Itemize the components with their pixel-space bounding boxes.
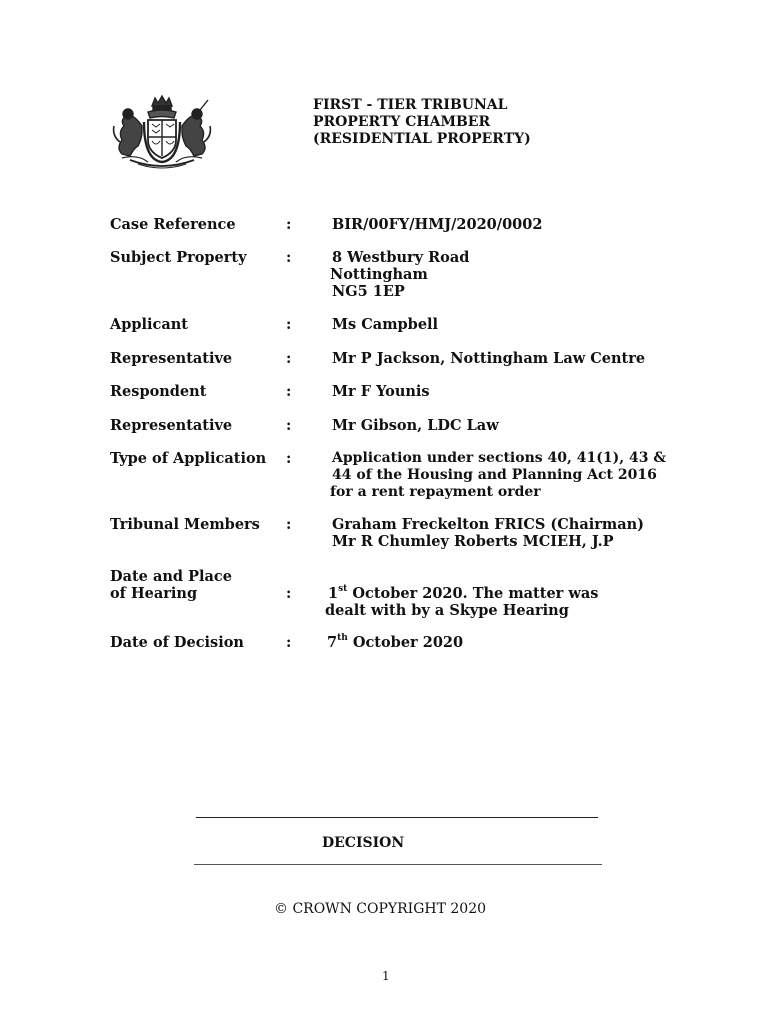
date-of-decision-colon: : [286, 634, 292, 651]
hearing-line-1 [328, 585, 598, 602]
date-place-hearing-value [325, 584, 599, 619]
decision-date-rest: October 2020 [347, 634, 464, 651]
date-place-hearing-label [110, 568, 232, 602]
divider-top [196, 817, 598, 818]
date-of-decision-value [327, 634, 463, 651]
respondent-representative-value: Mr Gibson, LDC Law [332, 417, 499, 434]
address-line-1: 8 Westbury Road [332, 249, 470, 266]
applicant-colon: : [286, 316, 292, 333]
case-reference-value: BIR/00FY/HMJ/2020/0002 [332, 216, 543, 233]
type-of-application-colon: : [286, 450, 292, 467]
tribunal-title-line-3: (RESIDENTIAL PROPERTY) [313, 131, 531, 147]
applicant-representative-label: Representative [110, 350, 233, 367]
tribunal-heading [313, 97, 531, 148]
crown-copyright: © CROWN COPYRIGHT 2020 [274, 901, 487, 917]
respondent-representative-colon: : [286, 417, 292, 434]
member-line-2: Mr R Chumley Roberts MCIEH, J.P [332, 533, 614, 550]
applicant-label: Applicant [110, 316, 189, 333]
date-place-hearing-colon: : [286, 585, 292, 602]
subject-property-label: Subject Property [110, 249, 247, 266]
type-of-application-value [332, 450, 666, 501]
hearing-day: 1 [328, 585, 339, 602]
applicant-representative-colon: : [286, 350, 292, 367]
tribunal-members-value [332, 516, 644, 550]
royal-coat-of-arms-icon [108, 92, 216, 172]
tribunal-members-colon: : [286, 516, 292, 533]
case-reference-colon: : [286, 216, 292, 233]
application-line-3: for a rent repayment order [330, 484, 541, 500]
respondent-representative-label: Representative [110, 417, 233, 434]
decision-heading: DECISION [322, 835, 405, 851]
type-of-application-label: Type of Application [110, 450, 267, 467]
subject-property-value [332, 249, 469, 300]
hearing-line-1-rest: October 2020. The matter was [347, 585, 599, 602]
address-line-2: Nottingham [330, 266, 428, 283]
subject-property-colon: : [286, 249, 292, 266]
hearing-label-line-1: Date and Place [110, 568, 232, 585]
page-number: 1 [382, 969, 390, 983]
decision-day-suffix: th [337, 633, 348, 644]
tribunal-title-line-1: FIRST - TIER TRIBUNAL [313, 97, 508, 113]
applicant-representative-value: Mr P Jackson, Nottingham Law Centre [332, 350, 646, 367]
date-of-decision-label: Date of Decision [110, 634, 244, 651]
respondent-label: Respondent [110, 383, 207, 400]
tribunal-members-label: Tribunal Members [110, 516, 260, 533]
respondent-value: Mr F Younis [332, 383, 430, 400]
respondent-colon: : [286, 383, 292, 400]
application-line-1: Application under sections 40, 41(1), 43 & [332, 450, 666, 466]
decision-day: 7 [327, 634, 338, 651]
hearing-label-line-2: of Hearing [110, 585, 198, 602]
address-line-3: NG5 1EP [332, 283, 405, 300]
member-line-1: Graham Freckelton FRICS (Chairman) [332, 516, 645, 533]
tribunal-title-line-2: PROPERTY CHAMBER [313, 114, 491, 130]
hearing-day-suffix: st [338, 584, 348, 595]
divider-bottom [194, 864, 602, 865]
case-reference-label: Case Reference [110, 216, 236, 233]
application-line-2: 44 of the Housing and Planning Act 2016 [332, 467, 657, 483]
applicant-value: Ms Campbell [332, 316, 439, 333]
hearing-line-2: dealt with by a Skype Hearing [325, 602, 569, 619]
